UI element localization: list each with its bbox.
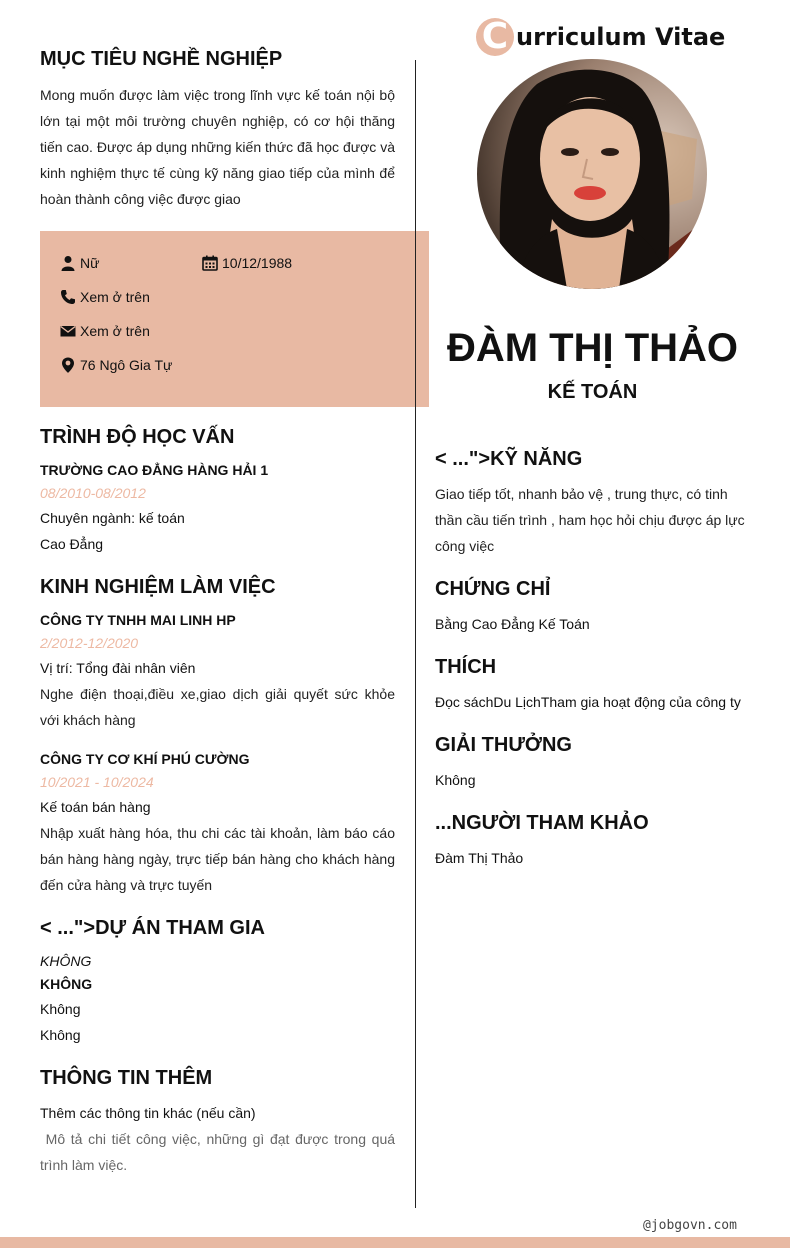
certificates-title: CHỨNG CHỈ: [435, 578, 551, 600]
logo-text: urriculum Vitae: [516, 23, 726, 51]
school-name: TRƯỜNG CAO ĐẲNG HÀNG HẢI 1: [40, 462, 269, 478]
cv-logo: [476, 16, 725, 58]
job-1-position: Vị trí: Tổng đài nhân viên: [40, 660, 196, 676]
job-2-company: CÔNG TY CƠ KHÍ PHÚ CƯỜNG: [40, 751, 250, 767]
mail-icon: [60, 323, 76, 339]
experience-title: KINH NGHIỆM LÀM VIỆC: [40, 576, 276, 598]
address-value: 76 Ngô Gia Tự: [80, 357, 173, 373]
personal-info-box: [40, 231, 429, 407]
footer-credit: @jobgovn.com: [643, 1218, 737, 1233]
address-item: [60, 357, 172, 373]
phone-item: [60, 289, 150, 305]
job-1-period: 2/2012-12/2020: [40, 635, 139, 651]
user-icon: [60, 255, 76, 271]
gender-value: Nữ: [80, 255, 100, 271]
job-1-description: Nghe điện thoại,điều xe,giao dịch giải quyết sức khỏe với khách hàng: [40, 686, 395, 728]
skills-title: < ...">KỸ NĂNG: [435, 448, 583, 470]
email-item: [60, 323, 150, 339]
calendar-icon: [202, 255, 218, 271]
job-2-position: Kế toán bán hàng: [40, 799, 151, 815]
hobbies-text: Đọc sáchDu LịchTham gia hoạt động của công ty: [435, 694, 741, 710]
project-line-1: Không: [40, 1001, 81, 1017]
avatar: [477, 59, 707, 289]
birthday-item: [202, 255, 292, 271]
job-2-period: 10/2021 - 10/2024: [40, 774, 154, 790]
full-name: ĐÀM THỊ THẢO: [446, 326, 739, 370]
project-period: KHÔNG: [40, 953, 92, 969]
job-2-description: Nhập xuất hàng hóa, thu chi các tài khoản, làm báo cáo bán hàng hàng ngày, trực tiếp bán hàng cho khách hàng đến cửa hàng và trực tuyến: [40, 825, 395, 893]
email-value: Xem ở trên: [80, 323, 150, 339]
birthday-value: 10/12/1988: [222, 255, 293, 271]
education-title: TRÌNH ĐỘ HỌC VẤN: [40, 426, 235, 448]
job-title: KẾ TOÁN: [547, 381, 638, 403]
footer-bar: [0, 1237, 790, 1248]
awards-text: Không: [435, 772, 476, 788]
phone-icon: [60, 289, 76, 305]
avatar-photo: [477, 59, 707, 289]
skills-text: Giao tiếp tốt, nhanh bảo vệ , trung thực, có tinh thần cầu tiến trình , ham học hỏi chịu được áp lực công việc: [435, 486, 745, 554]
location-icon: [60, 357, 76, 373]
additional-line-2: Mô tả chi tiết công việc, những gì đạt được trong quá trình làm việc.: [40, 1131, 399, 1173]
column-divider: [415, 60, 416, 1208]
additional-line-1: Thêm các thông tin khác (nếu cần): [40, 1105, 256, 1121]
project-line-2: Không: [40, 1027, 81, 1043]
objective-text: Mong muốn được làm việc trong lĩnh vực kế toán nội bộ lớn tại một môi trường chuyên nghiệp, có cơ hội thăng tiến cao. Được áp dụng những kiến thức đã học được và kinh nghiệm thực tế cùng kỹ năng giao tiếp của mình để hoàn thành công việc được giao: [40, 87, 395, 207]
project-name: KHÔNG: [40, 976, 93, 992]
job-1-company: CÔNG TY TNHH MAI LINH HP: [40, 612, 236, 628]
education-degree: Cao Đẳng: [40, 536, 104, 552]
education-period: 08/2010-08/2012: [40, 485, 146, 501]
gender-item: [60, 255, 99, 271]
hobbies-title: THÍCH: [435, 656, 497, 678]
awards-title: GIẢI THƯỞNG: [435, 734, 572, 756]
phone-value: Xem ở trên: [80, 289, 150, 305]
additional-title: THÔNG TIN THÊM: [40, 1067, 213, 1089]
objective-title: MỤC TIÊU NGHỀ NGHIỆP: [40, 48, 283, 70]
references-title: ...NGƯỜI THAM KHẢO: [435, 812, 649, 834]
logo-initial: C: [481, 16, 509, 57]
references-text: Đàm Thị Thảo: [435, 850, 524, 866]
education-major: Chuyên ngành: kế toán: [40, 510, 185, 526]
logo-badge: [476, 18, 514, 56]
certificates-text: Bằng Cao Đẳng Kế Toán: [435, 616, 590, 632]
projects-title: < ...">DỰ ÁN THAM GIA: [40, 917, 265, 939]
